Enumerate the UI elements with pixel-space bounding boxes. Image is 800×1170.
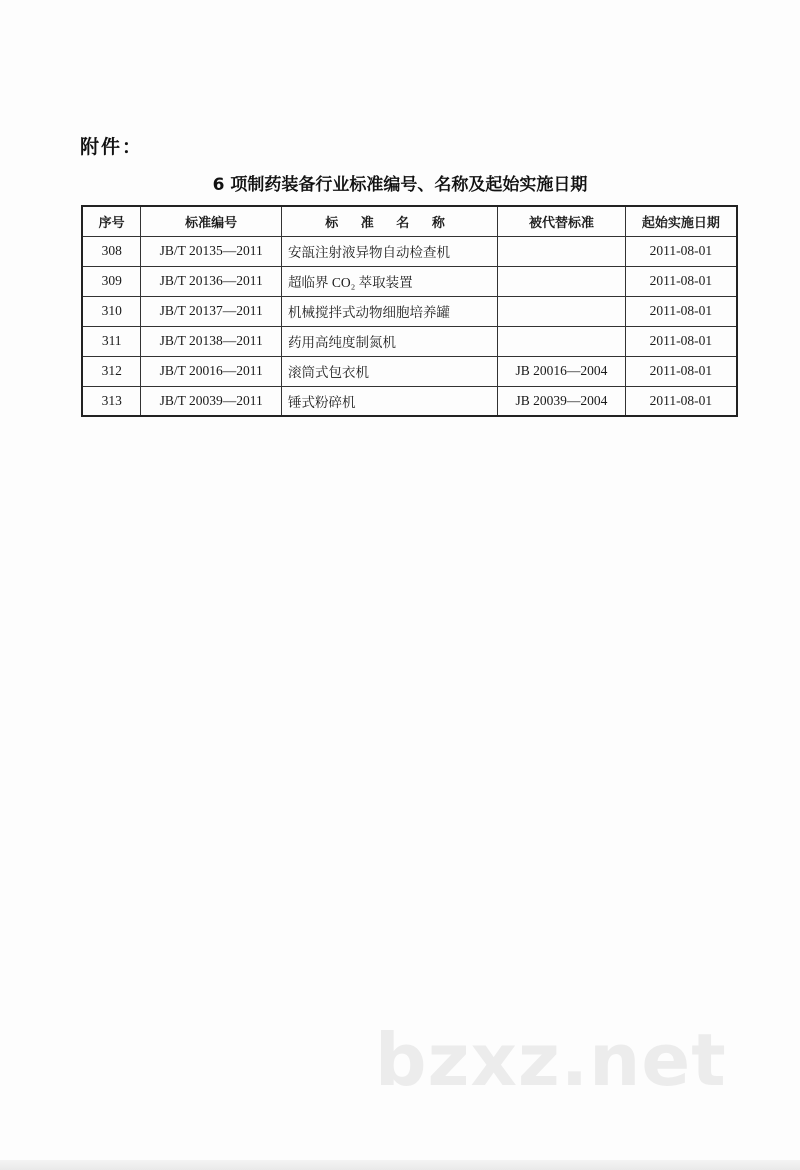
header-seq: 序号 (82, 206, 141, 236)
table-row (82, 236, 737, 266)
table-row (82, 386, 737, 416)
table-row (82, 356, 737, 386)
cell-name: 安瓿注射液异物自动检查机 (281, 236, 497, 266)
cell-name: 药用高纯度制氮机 (281, 326, 497, 356)
table-header-row (82, 206, 737, 236)
cell-replaced: JB 20039—2004 (498, 386, 626, 416)
cell-seq: 310 (82, 296, 141, 326)
cell-seq: 312 (82, 356, 141, 386)
cell-replaced (498, 326, 626, 356)
table-row (82, 266, 737, 296)
header-code: 标准编号 (141, 206, 282, 236)
cell-name: 超临界 CO₂ 萃取装置 (281, 266, 497, 296)
cell-code: JB/T 20137—2011 (141, 296, 282, 326)
cell-code: JB/T 20136—2011 (141, 266, 282, 296)
cell-date: 2011-08-01 (625, 266, 737, 296)
header-date: 起始实施日期 (625, 206, 737, 236)
cell-name: 机械搅拌式动物细胞培养罐 (281, 296, 497, 326)
cell-seq: 308 (82, 236, 141, 266)
standards-table (81, 205, 738, 417)
header-name: 标 准 名 称 (281, 206, 497, 236)
page-bottom-edge (0, 1160, 800, 1170)
cell-seq: 311 (82, 326, 141, 356)
cell-date: 2011-08-01 (625, 326, 737, 356)
table-row (82, 296, 737, 326)
table-row (82, 326, 737, 356)
cell-seq: 313 (82, 386, 141, 416)
cell-replaced (498, 236, 626, 266)
cell-code: JB/T 20016—2011 (141, 356, 282, 386)
cell-name: 滚筒式包衣机 (281, 356, 497, 386)
cell-date: 2011-08-01 (625, 236, 737, 266)
cell-code: JB/T 20138—2011 (141, 326, 282, 356)
cell-replaced (498, 296, 626, 326)
cell-replaced: JB 20016—2004 (498, 356, 626, 386)
cell-replaced (498, 266, 626, 296)
attachment-label: 附件： (80, 136, 144, 158)
cell-name: 锤式粉碎机 (281, 386, 497, 416)
watermark-text: bzxz.net (375, 1018, 727, 1102)
cell-seq: 309 (82, 266, 141, 296)
cell-code: JB/T 20039—2011 (141, 386, 282, 416)
cell-date: 2011-08-01 (625, 296, 737, 326)
cell-date: 2011-08-01 (625, 356, 737, 386)
cell-code: JB/T 20135—2011 (141, 236, 282, 266)
cell-date: 2011-08-01 (625, 386, 737, 416)
document-title: 6 项制药装备行业标准编号、名称及起始实施日期 (212, 175, 588, 195)
header-replaced: 被代替标准 (498, 206, 626, 236)
